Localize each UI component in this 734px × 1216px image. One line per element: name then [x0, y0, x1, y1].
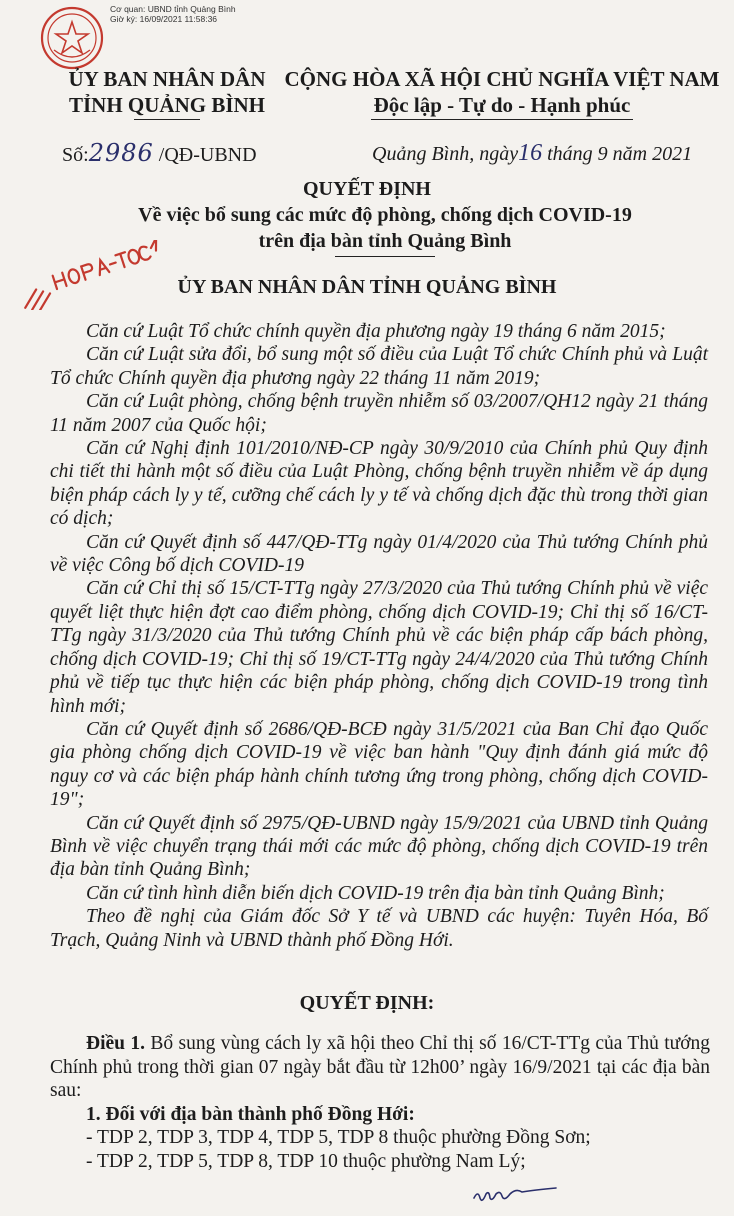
preamble-section — [50, 320, 708, 952]
handwritten-initials — [470, 1180, 560, 1208]
subtitle-underline — [335, 256, 435, 257]
list-item: - TDP 2, TDP 3, TDP 4, TDP 5, TDP 8 thuộc phường Đồng Sơn; — [86, 1127, 591, 1149]
date-suffix: tháng 9 năm 2021 — [547, 143, 693, 165]
document-number — [62, 140, 257, 168]
digital-signature-info — [110, 4, 236, 24]
preamble-paragraph: Căn cứ Quyết định số 2686/QĐ-BCĐ ngày 31/5/2021 của Ban Chỉ đạo Quốc gia phòng chống dịch COVID-19 về việc ban hành "Quy định đánh giá mức độ nguy cơ và các biện pháp hành chính tương ứng trong phòng, chống dịch COVID-19"; — [50, 718, 708, 811]
issuing-authority: ỦY BAN NHÂN DÂN TỈNH QUẢNG BÌNH — [177, 276, 557, 298]
preamble-paragraph: Căn cứ Luật sửa đổi, bổ sung một số điều của Luật Tổ chức Chính phủ và Luật Tổ chức Chính quyền địa phương ngày 22 tháng 11 năm 2019; — [50, 344, 708, 389]
document-title: QUYẾT ĐỊNH — [303, 178, 431, 200]
article-1-label: Điều 1. — [86, 1033, 145, 1054]
signature-time: Giờ ký: 16/09/2021 11:58:36 — [110, 14, 218, 24]
section-1-title: 1. Đối với địa bàn thành phố Đồng Hới: — [86, 1103, 415, 1125]
subtitle-line1: Về việc bổ sung các mức độ phòng, chống dịch COVID-19 — [138, 204, 632, 226]
number-suffix: /QĐ-UBND — [158, 144, 257, 166]
motto-underline — [371, 119, 633, 120]
national-title: CỘNG HÒA XÃ HỘI CHỦ NGHĨA VIỆT NAM — [284, 67, 720, 91]
signature-agency: Cơ quan: UBND tỉnh Quảng Bình — [110, 4, 236, 14]
preamble-paragraph: Căn cứ Luật Tổ chức chính quyền địa phương ngày 19 tháng 6 năm 2015; — [86, 321, 666, 342]
agency-underline — [134, 119, 200, 120]
list-item: - TDP 2, TDP 5, TDP 8, TDP 10 thuộc phường Nam Lý; — [86, 1150, 526, 1172]
preamble-paragraph: Căn cứ Nghị định 101/2010/NĐ-CP ngày 30/9/2010 của Chính phủ Quy định chi tiết thi hành một số điều của Luật Phòng, chống bệnh truyền nhiễm về áp dụng biện pháp cách ly y tế, cưỡng chế cách ly y tế và chống dịch đặc thù trong thời gian có dịch; — [50, 438, 708, 530]
agency-line2: TỈNH QUẢNG BÌNH — [68, 93, 266, 117]
preamble-paragraph: Căn cứ Luật phòng, chống bệnh truyền nhiễm số 03/2007/QH12 ngày 21 tháng 11 năm 2007 của Quốc hội; — [50, 391, 708, 436]
preamble-paragraph: Căn cứ Chỉ thị số 15/CT-TTg ngày 27/3/2020 của Thủ tướng Chính phủ về việc quyết liệt thực hiện đợt cao điểm phòng, chống dịch COVID-19; Chỉ thị số 16/CT-TTg ngày 31/3/2020 của Thủ tướng Chính phủ về các biện pháp cấp bách phòng, chống dịch COVID-19; Chỉ thị số 19/CT-TTg ngày 24/4/2020 của Thủ tướng Chính phủ về tiếp tục thực hiện các biện pháp phòng, chống dịch COVID-19 trong tình hình mới; — [50, 578, 708, 717]
agency-line1: ỦY BAN NHÂN DÂN — [68, 67, 266, 91]
issue-date — [372, 140, 692, 167]
article-1-intro — [50, 1032, 710, 1103]
preamble-paragraph: Căn cứ Quyết định số 2975/QĐ-UBND ngày 15/9/2021 của UBND tỉnh Quảng Bình về việc chuyển trạng thái mới các mức độ phòng, chống dịch COVID-19 trên địa bàn tỉnh Quảng Bình; — [50, 812, 708, 881]
national-motto: Độc lập - Tự do - Hạnh phúc — [373, 93, 631, 117]
national-header — [282, 66, 722, 120]
number-prefix: Số: — [62, 144, 89, 166]
article-1 — [50, 1032, 710, 1174]
preamble-paragraph: Căn cứ tình hình diễn biến dịch COVID-19 trên địa bàn tỉnh Quảng Bình; — [86, 882, 665, 904]
number-handwritten: 2986 — [88, 139, 154, 167]
decision-heading: QUYẾT ĐỊNH: — [299, 992, 435, 1014]
date-prefix: Quảng Bình, ngày — [372, 143, 519, 165]
article-1-text: Bổ sung vùng cách ly xã hội theo Chỉ thị số 16/CT-TTg của Thủ tướng Chính phủ trong thời gian 07 ngày bắt đầu từ 12h00’ ngày 16/9/2021 tại các địa bàn sau: — [50, 1033, 711, 1102]
date-day-handwritten: 16 — [518, 140, 543, 166]
subtitle-line2: trên địa bàn tỉnh Quảng Bình — [258, 230, 512, 252]
issuing-agency-header — [52, 66, 282, 120]
preamble-paragraph: Theo đề nghị của Giám đốc Sở Y tế và UBND các huyện: Tuyên Hóa, Bố Trạch, Quảng Ninh và UBND thành phố Đồng Hới. — [50, 906, 708, 951]
preamble-paragraph: Căn cứ Quyết định số 447/QĐ-TTg ngày 01/4/2020 của Thủ tướng Chính phủ về việc Công bố dịch COVID-19 — [50, 531, 708, 577]
official-seal-emblem — [40, 6, 104, 70]
